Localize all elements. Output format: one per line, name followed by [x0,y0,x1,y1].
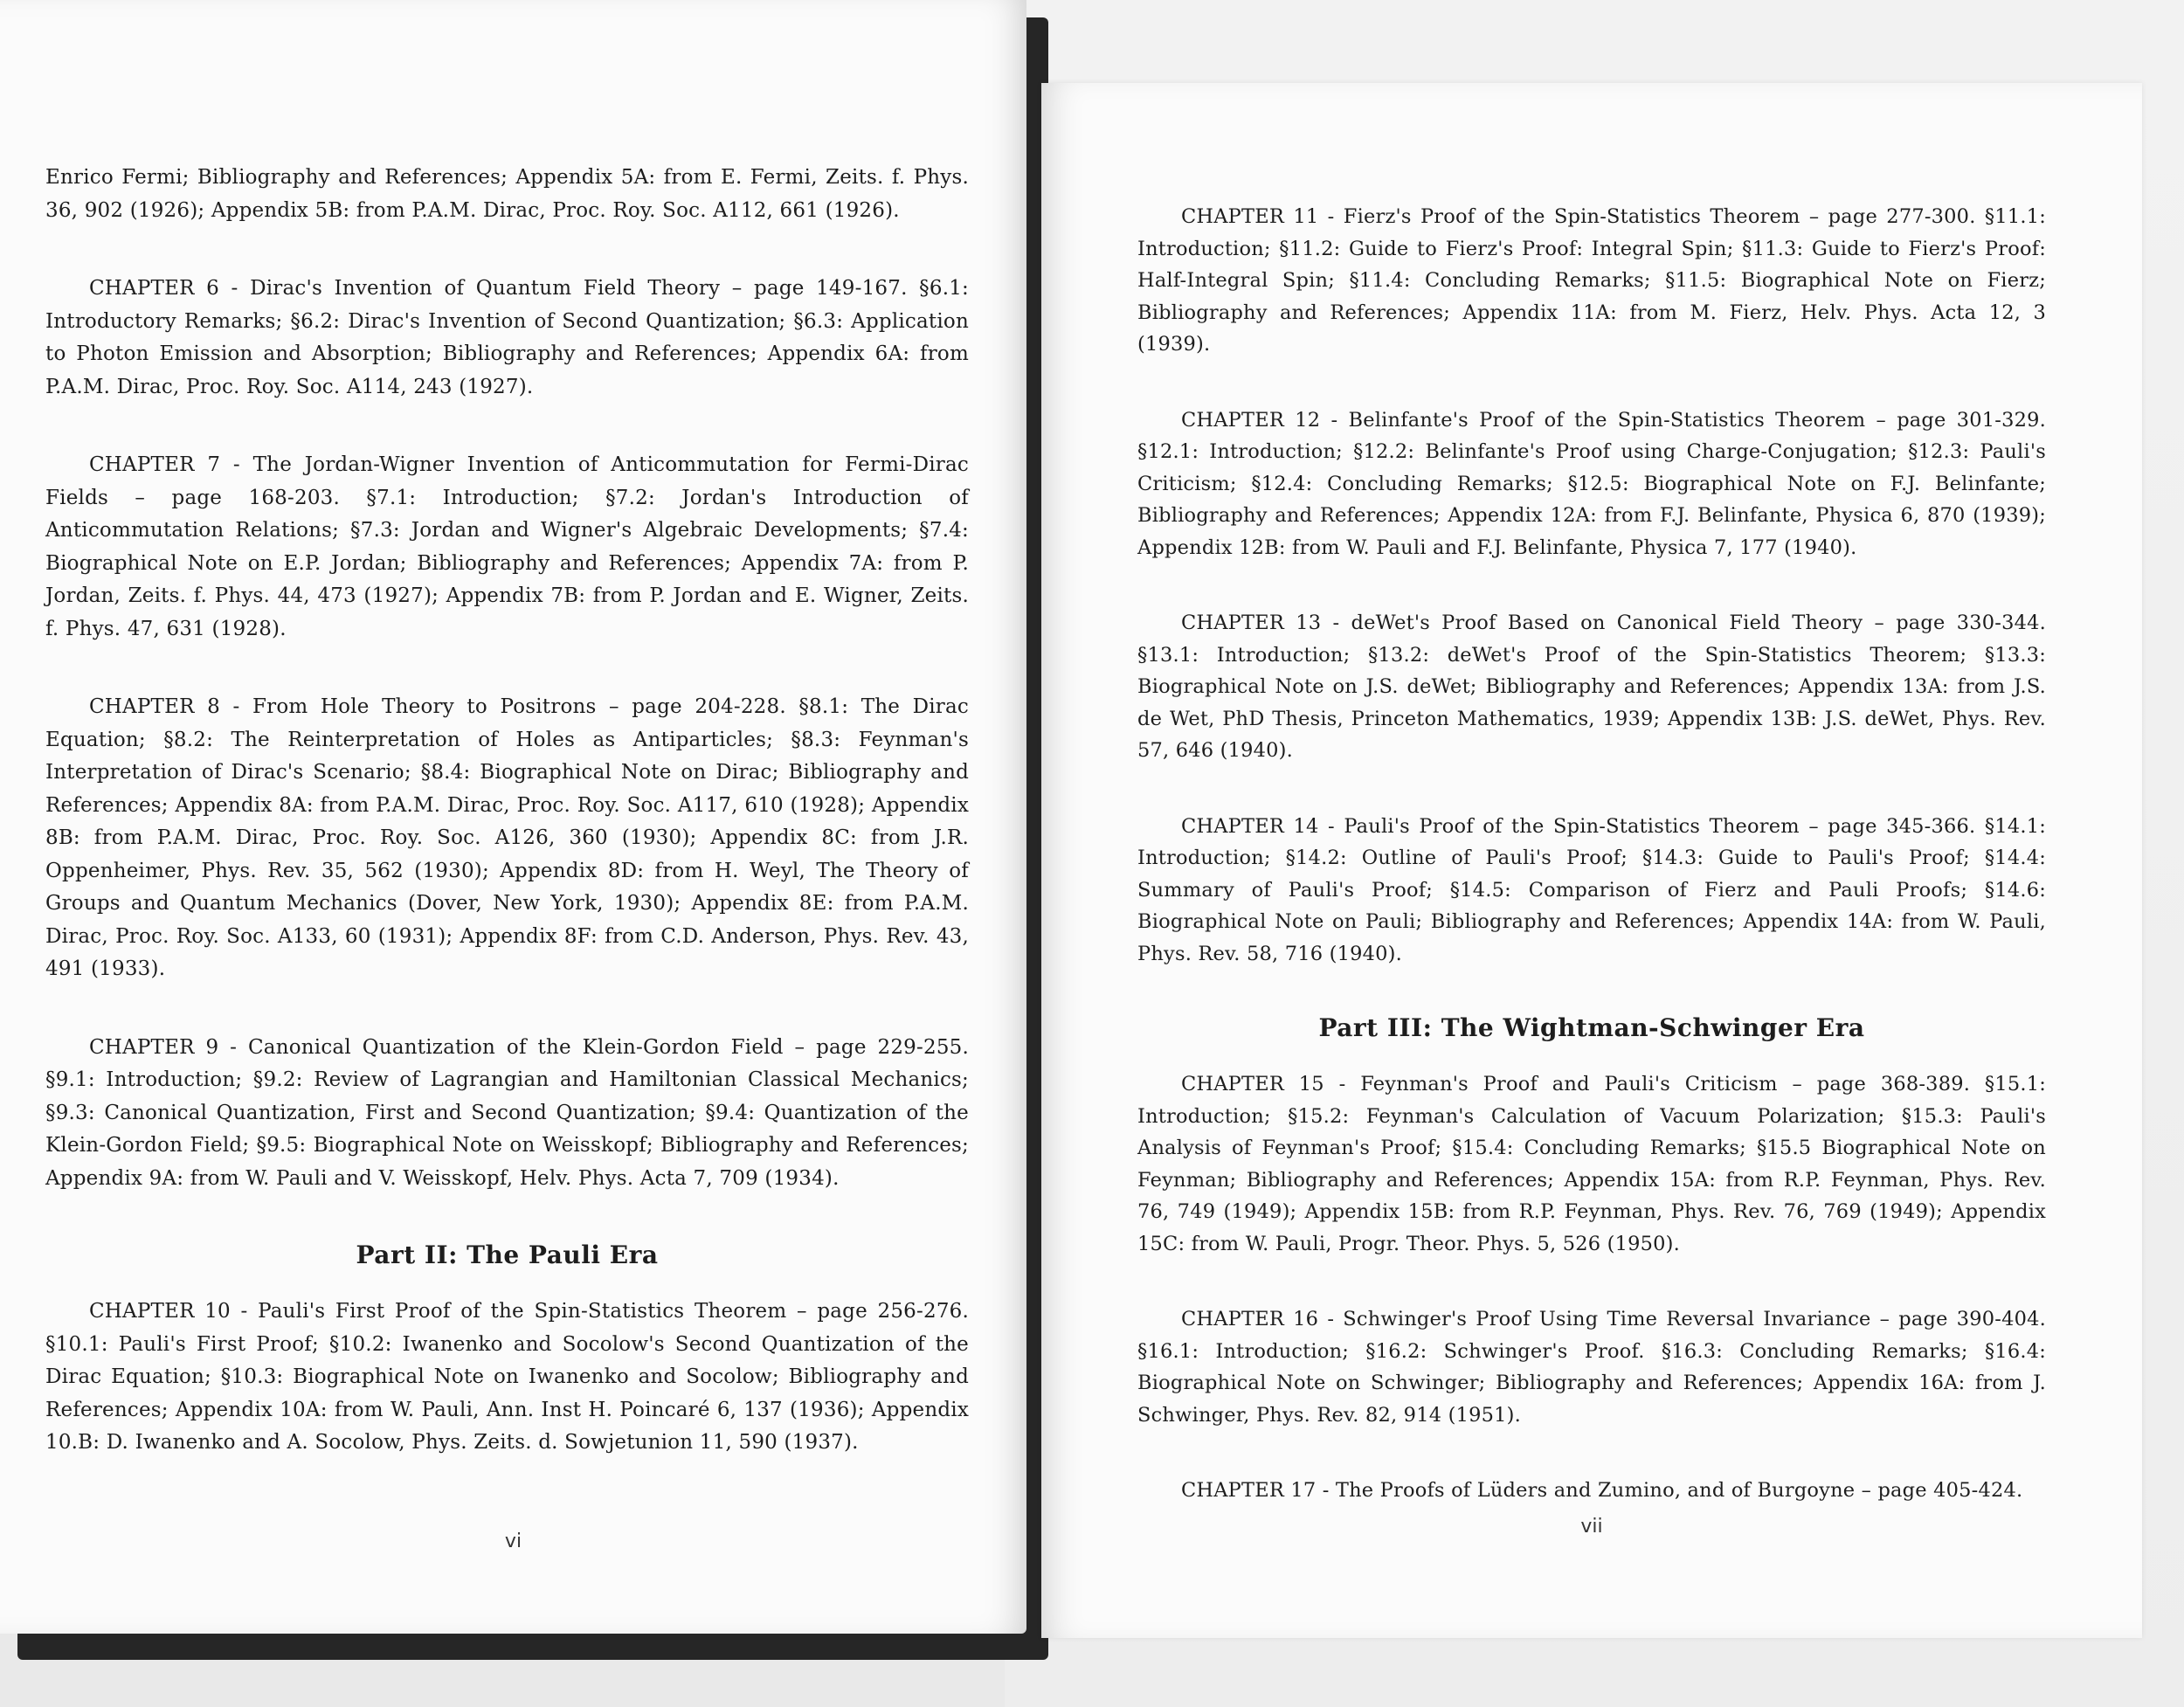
toc-entry [45,449,969,646]
part-heading: Part III: The Wightman-Schwinger Era [1318,1013,1865,1042]
toc-entry [1137,404,2046,564]
toc-entry-text: CHAPTER 17 - The Proofs of Lüders and Zumino, and of Burgoyne – page 405-424. [1181,1479,2023,1502]
toc-entry [1137,201,2046,361]
toc-entry [45,691,969,986]
toc-entry [45,1032,969,1196]
toc-entry [1137,607,2046,767]
left-entries-after [45,1296,969,1460]
toc-entry [1137,1303,2046,1431]
toc-entry [1137,1475,2046,1507]
toc-entry-text: CHAPTER 6 - Dirac's Invention of Quantum Field Theory – page 149-167. §6.1: Introductory Remarks; §6.2: Dirac's Invention of Second Quantization; §6.3: Application to Photon Emission and Absorption; Bibliography and References; Appendix 6A: from P.A.M. Dirac, Proc. Roy. Soc. A114, 243 (1927). [45,277,969,398]
toc-entry-text: CHAPTER 9 - Canonical Quantization of the Klein-Gordon Field – page 229-255. §9.1: Introduction; §9.2: Review of Lagrangian and Hamiltonian Classical Mechanics; §9.3: Canonical Quantization, First and Second Quantization; §9.4: Quantization of the Klein-Gordon Field; §9.5: Biographical Note on Weisskopf; Bibliography and References; Appendix 9A: from W. Pauli and V. Weisskopf, Helv. Phys. Acta 7, 709 (1934). [45,1035,969,1190]
right-page [1041,83,2142,1638]
right-entries-after [1137,1068,2046,1507]
toc-entry-text: CHAPTER 14 - Pauli's Proof of the Spin-Statistics Theorem – page 345-366. §14.1: Introduction; §14.2: Outline of Pauli's Proof; §14.3: Guide to Pauli's Proof; §14.4: Summary of Pauli's Proof; §14.5: Comparison of Fierz and Pauli Proofs; §14.6: Biographical Note on Pauli; Bibliography and References; Appendix 14A: from W. Pauli, Phys. Rev. 58, 716 (1940). [1137,814,2046,965]
toc-entry-text: CHAPTER 16 - Schwinger's Proof Using Time Reversal Invariance – page 390-404. §16.1: Introduction; §16.2: Schwinger's Proof. §16.3: Concluding Remarks; §16.4: Biographical Note on Schwinger; Bibliography and References; Appendix 16A: from J. Schwinger, Phys. Rev. 82, 914 (1951). [1137,1308,2046,1427]
toc-entry-text: CHAPTER 15 - Feynman's Proof and Pauli's Criticism – page 368-389. §15.1: Introduction; §15.2: Feynman's Calculation of Vacuum Polarization; §15.3: Pauli's Analysis of Feynman's Proof; §15.4: Concluding Remarks; §15.5 Biographical Note on Feynman; Bibliography and References; Appendix 15A: from R.P. Feynman, Phys. Rev. 76, 749 (1949); Appendix 15B: from R.P. Feynman, Phys. Rev. 76, 769 (1949); Appendix 15C: from W. Pauli, Progr. Theor. Phys. 5, 526 (1950). [1137,1073,2046,1255]
left-entries [45,162,969,1195]
toc-entry [45,1296,969,1460]
toc-entry [1137,811,2046,971]
toc-entry-text: CHAPTER 11 - Fierz's Proof of the Spin-Statistics Theorem – page 277-300. §11.1: Introduction; §11.2: Guide to Fierz's Proof: Integral Spin; §11.3: Guide to Fierz's Proof: Half-Integral Spin; §11.4: Concluding Remarks; §11.5: Biographical Note on Fierz; Bibliography and References; Appendix 11A: from M. Fierz, Helv. Phys. Acta 12, 3 (1939). [1137,205,2046,356]
toc-entry-text: Enrico Fermi; Bibliography and References; Appendix 5A: from E. Fermi, Zeits. f. Phys. 36, 902 (1926); Appendix 5B: from P.A.M. Dirac, Proc. Roy. Soc. A112, 661 (1926). [45,166,969,222]
toc-entry-text: CHAPTER 10 - Pauli's First Proof of the Spin-Statistics Theorem – page 256-276. §10.1: Pauli's First Proof; §10.2: Iwanenko and Socolow's Second Quantization of the Dirac Equation; §10.3: Biographical Note on Iwanenko and Socolow; Bibliography and References; Appendix 10A: from W. Pauli, Ann. Inst H. Poincaré 6, 137 (1936); Appendix 10.B: D. Iwanenko and A. Socolow, Phys. Zeits. d. Sowjetunion 11, 590 (1937). [45,1300,969,1454]
part-heading: Part II: The Pauli Era [356,1241,659,1269]
toc-entry-text: CHAPTER 13 - deWet's Proof Based on Canonical Field Theory – page 330-344. §13.1: Introduction; §13.2: deWet's Proof of the Spin-Statistics Theorem; §13.3: Biographical Note on J.S. deWet; Bibliography and References; Appendix 13A: from J.S. de Wet, PhD Thesis, Princeton Mathematics, 1939; Appendix 13B: J.S. deWet, Phys. Rev. 57, 646 (1940). [1137,612,2046,762]
toc-entry [45,273,969,404]
left-page [0,0,1026,1634]
right-entries [1137,201,2046,970]
toc-entry [1137,1068,2046,1260]
toc-entry-text: CHAPTER 7 - The Jordan-Wigner Invention of Anticommutation for Fermi-Dirac Fields – page 168-203. §7.1: Introduction; §7.2: Jordan's Introduction of Anticommutation Relations; §7.3: Jordan and Wigner's Algebraic Developments; §7.4: Biographical Note on E.P. Jordan; Bibliography and References; Appendix 7A: from P. Jordan, Zeits. f. Phys. 44, 473 (1927); Appendix 7B: from P. Jordan and E. Wigner, Zeits. f. Phys. 47, 631 (1928). [45,453,969,640]
page-number: vii [1580,1516,1603,1538]
toc-entry-text: CHAPTER 8 - From Hole Theory to Positrons – page 204-228. §8.1: The Dirac Equation; §8.2: The Reinterpretation of Holes as Antiparticles; §8.3: Feynman's Interpretation of Dirac's Scenario; §8.4: Biographical Note on Dirac; Bibliography and References; Appendix 8A: from P.A.M. Dirac, Proc. Roy. Soc. A117, 610 (1928); Appendix 8B: from P.A.M. Dirac, Proc. Roy. Soc. A126, 360 (1930); Appendix 8C: from J.R. Oppenheimer, Phys. Rev. 35, 562 (1930); Appendix 8D: from H. Weyl, The Theory of Groups and Quantum Mechanics (Dover, New York, 1930); Appendix 8E: from P.A.M. Dirac, Proc. Roy. Soc. A133, 60 (1931); Appendix 8F: from C.D. Anderson, Phys. Rev. 43, 491 (1933). [45,695,969,980]
toc-entry [45,162,969,227]
page-number: vi [504,1531,522,1552]
toc-entry-text: CHAPTER 12 - Belinfante's Proof of the Spin-Statistics Theorem – page 301-329. §12.1: Introduction; §12.2: Belinfante's Proof using Charge-Conjugation; §12.3: Pauli's Criticism; §12.4: Concluding Remarks; §12.5: Biographical Note on F.J. Belinfante; Bibliography and References; Appendix 12A: from F.J. Belinfante, Physica 6, 870 (1939); Appendix 12B: from W. Pauli and F.J. Belinfante, Physica 7, 177 (1940). [1137,408,2046,559]
